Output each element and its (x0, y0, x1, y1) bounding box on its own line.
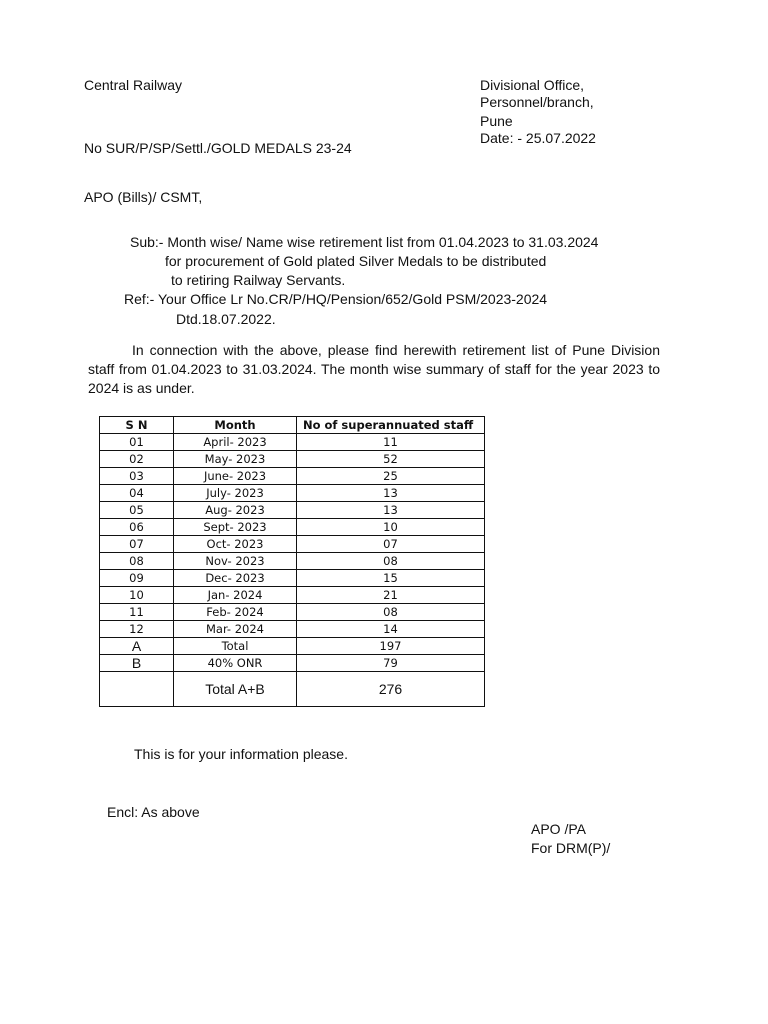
total-row (100, 638, 485, 655)
table-row (100, 536, 485, 553)
reference-line-1: Ref:- Your Office Lr No.CR/P/HQ/Pension/652/Gold PSM/2023-2024 (124, 291, 548, 307)
onr-label: 40% ONR (174, 655, 297, 672)
row-count: 25 (297, 468, 485, 485)
row-sn: 12 (100, 621, 174, 638)
row-count: 52 (297, 451, 485, 468)
grand-total-row (100, 672, 485, 707)
header-staff: No of superannuated staff (297, 417, 485, 434)
table-row (100, 604, 485, 621)
row-month: Dec- 2023 (174, 570, 297, 587)
row-sn: 11 (100, 604, 174, 621)
table-row (100, 468, 485, 485)
grand-total-sn (100, 672, 174, 707)
row-month: Aug- 2023 (174, 502, 297, 519)
subject-line-3: to retiring Railway Servants. (171, 272, 346, 288)
row-count: 14 (297, 621, 485, 638)
row-month: July- 2023 (174, 485, 297, 502)
table-row (100, 434, 485, 451)
letter-number: No SUR/P/SP/Settl./GOLD MEDALS 23-24 (84, 140, 352, 156)
railway-name: Central Railway (84, 77, 183, 93)
office-line-3: Pune (480, 113, 513, 129)
row-sn: 10 (100, 587, 174, 604)
row-month: Sept- 2023 (174, 519, 297, 536)
signature-line-1: APO /PA (531, 821, 586, 837)
retirement-summary-table (99, 416, 485, 707)
grand-total-label: Total A+B (174, 672, 297, 707)
enclosure-line: Encl: As above (107, 804, 200, 820)
grand-total-count: 276 (297, 672, 485, 707)
row-count: 07 (297, 536, 485, 553)
table-row (100, 570, 485, 587)
onr-sn: B (100, 655, 174, 672)
table-header-row (100, 417, 485, 434)
body-paragraph: In connection with the above, please find herewith retirement list of Pune Division staff from 01.04.2023 to 31.03.2024. The month wise summary of staff for the year 2023 to 2024 is as under. (88, 342, 660, 396)
row-count: 15 (297, 570, 485, 587)
row-sn: 03 (100, 468, 174, 485)
row-sn: 09 (100, 570, 174, 587)
row-sn: 02 (100, 451, 174, 468)
office-line-1: Divisional Office, (480, 77, 585, 93)
row-count: 10 (297, 519, 485, 536)
table-row (100, 621, 485, 638)
addressee: APO (Bills)/ CSMT, (84, 189, 203, 205)
total-count: 197 (297, 638, 485, 655)
row-count: 08 (297, 553, 485, 570)
row-count: 11 (297, 434, 485, 451)
row-count: 08 (297, 604, 485, 621)
onr-row (100, 655, 485, 672)
row-sn: 06 (100, 519, 174, 536)
table-row (100, 502, 485, 519)
reference-line-2: Dtd.18.07.2022. (176, 311, 276, 327)
table-row (100, 587, 485, 604)
row-sn: 04 (100, 485, 174, 502)
row-sn: 01 (100, 434, 174, 451)
table-row (100, 553, 485, 570)
row-count: 13 (297, 502, 485, 519)
row-month: Oct- 2023 (174, 536, 297, 553)
table-row (100, 519, 485, 536)
subject-line-2: for procurement of Gold plated Silver Medals to be distributed (165, 253, 547, 269)
table-row (100, 485, 485, 502)
row-count: 13 (297, 485, 485, 502)
row-sn: 08 (100, 553, 174, 570)
office-line-2: Personnel/branch, (480, 94, 594, 110)
row-month: May- 2023 (174, 451, 297, 468)
table-row (100, 451, 485, 468)
closing-line: This is for your information please. (134, 746, 348, 762)
row-count: 21 (297, 587, 485, 604)
row-month: Nov- 2023 (174, 553, 297, 570)
total-label: Total (174, 638, 297, 655)
header-sn: S N (100, 417, 174, 434)
row-month: April- 2023 (174, 434, 297, 451)
row-month: June- 2023 (174, 468, 297, 485)
subject-line-1: Sub:- Month wise/ Name wise retirement list from 01.04.2023 to 31.03.2024 (130, 234, 599, 250)
letter-date: Date: - 25.07.2022 (480, 130, 596, 146)
onr-count: 79 (297, 655, 485, 672)
signature-line-2: For DRM(P)/ (531, 840, 611, 856)
row-month: Feb- 2024 (174, 604, 297, 621)
total-sn: A (100, 638, 174, 655)
header-month: Month (174, 417, 297, 434)
row-month: Jan- 2024 (174, 587, 297, 604)
row-month: Mar- 2024 (174, 621, 297, 638)
row-sn: 05 (100, 502, 174, 519)
row-sn: 07 (100, 536, 174, 553)
